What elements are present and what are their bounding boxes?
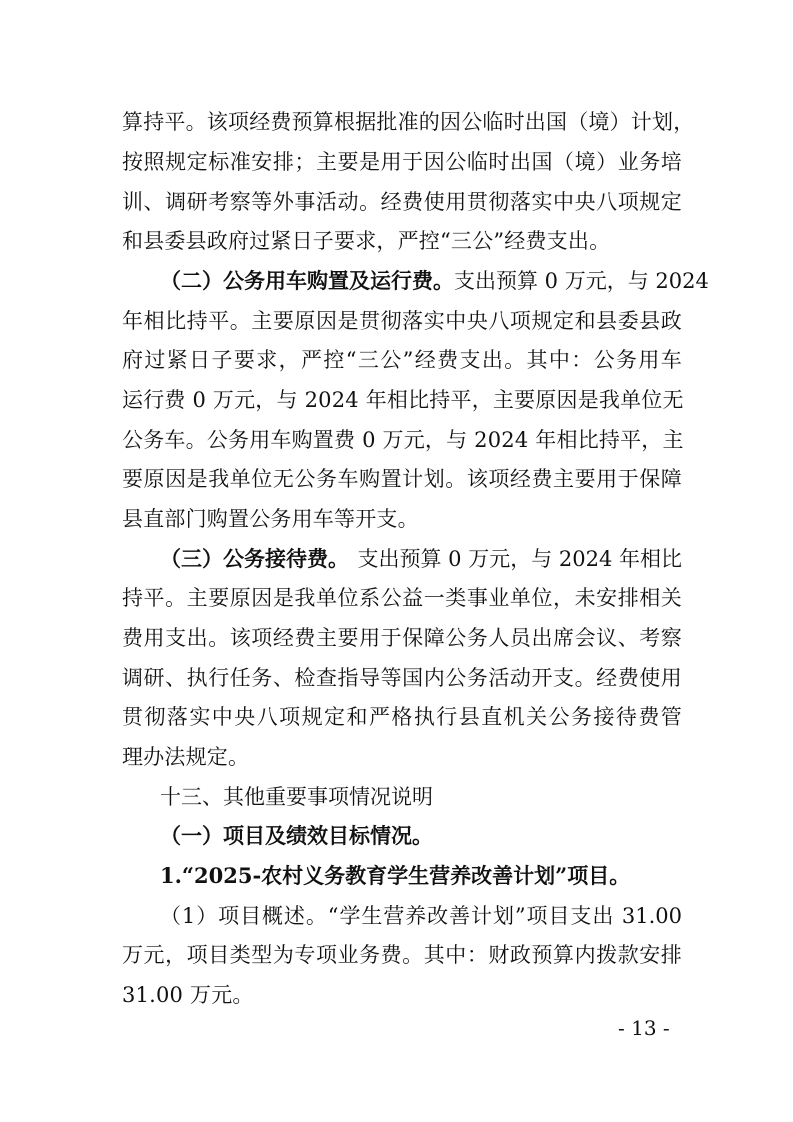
- paragraph-line: 和县委县政府过紧日子要求，严控“三公”经费支出。: [122, 229, 611, 253]
- paragraph-line: 算持平。该项经费预算根据批准的因公临时出国（境）计划，: [122, 110, 695, 134]
- paragraph-line: 要原因是我单位无公务车购置计划。该项经费主要用于保障: [122, 467, 682, 491]
- paragraph-text: 支出预算 0 万元，与 2024 年相比: [357, 547, 682, 571]
- paragraph-line: 调研、执行任务、检查指导等国内公务活动开支。经费使用: [122, 666, 682, 690]
- paragraph-text: 支出预算 0 万元，与 2024: [454, 269, 709, 293]
- section-paragraph-first-line: [160, 547, 682, 571]
- subsection-heading: （一）项目及绩效目标情况。: [160, 823, 433, 848]
- paragraph-line: 府过紧日子要求，严控“三公”经费支出。其中：公务用车: [122, 348, 682, 372]
- paragraph-line: 理办法规定。: [122, 745, 250, 769]
- paragraph-line: 贯彻落实中央八项规定和严格执行县直机关公务接待费管: [122, 705, 682, 729]
- subsection-heading: （三）公务接待费。: [160, 546, 349, 571]
- paragraph-line: 年相比持平。主要原因是贯彻落实中央八项规定和县委县政: [122, 309, 682, 333]
- page-number: - 13 -: [618, 1016, 670, 1040]
- paragraph-line: （1）项目概述。“学生营养改善计划”项目支出 31.00: [160, 904, 682, 928]
- paragraph-line: 公务车。公务用车购置费 0 万元，与 2024 年相比持平，主: [122, 428, 684, 452]
- subsection-heading: （二）公务用车购置及运行费。: [160, 268, 454, 293]
- paragraph-line: 费用支出。该项经费主要用于保障公务人员出席会议、考察: [122, 626, 682, 650]
- paragraph-line: 县直部门购置公务用车等开支。: [122, 507, 419, 531]
- paragraph-line: 运行费 0 万元，与 2024 年相比持平，主要原因是我单位无: [122, 388, 684, 412]
- paragraph-line: 训、调研考察等外事活动。经费使用贯彻落实中央八项规定: [122, 190, 682, 214]
- section-title: 十三、其他重要事项情况说明: [160, 785, 433, 809]
- paragraph-line: 按照规定标准安排；主要是用于因公临时出国（境）业务培: [122, 150, 682, 174]
- section-paragraph-first-line: [160, 268, 709, 293]
- paragraph-line: 万元，项目类型为专项业务费。其中：财政预算内拨款安排: [122, 943, 682, 967]
- paragraph-line: 31.00 万元。: [122, 983, 254, 1007]
- paragraph-line: 持平。主要原因是我单位系公益一类事业单位，未安排相关: [122, 586, 682, 610]
- item-heading: 1.“2025-农村义务教育学生营养改善计划”项目。: [160, 863, 631, 888]
